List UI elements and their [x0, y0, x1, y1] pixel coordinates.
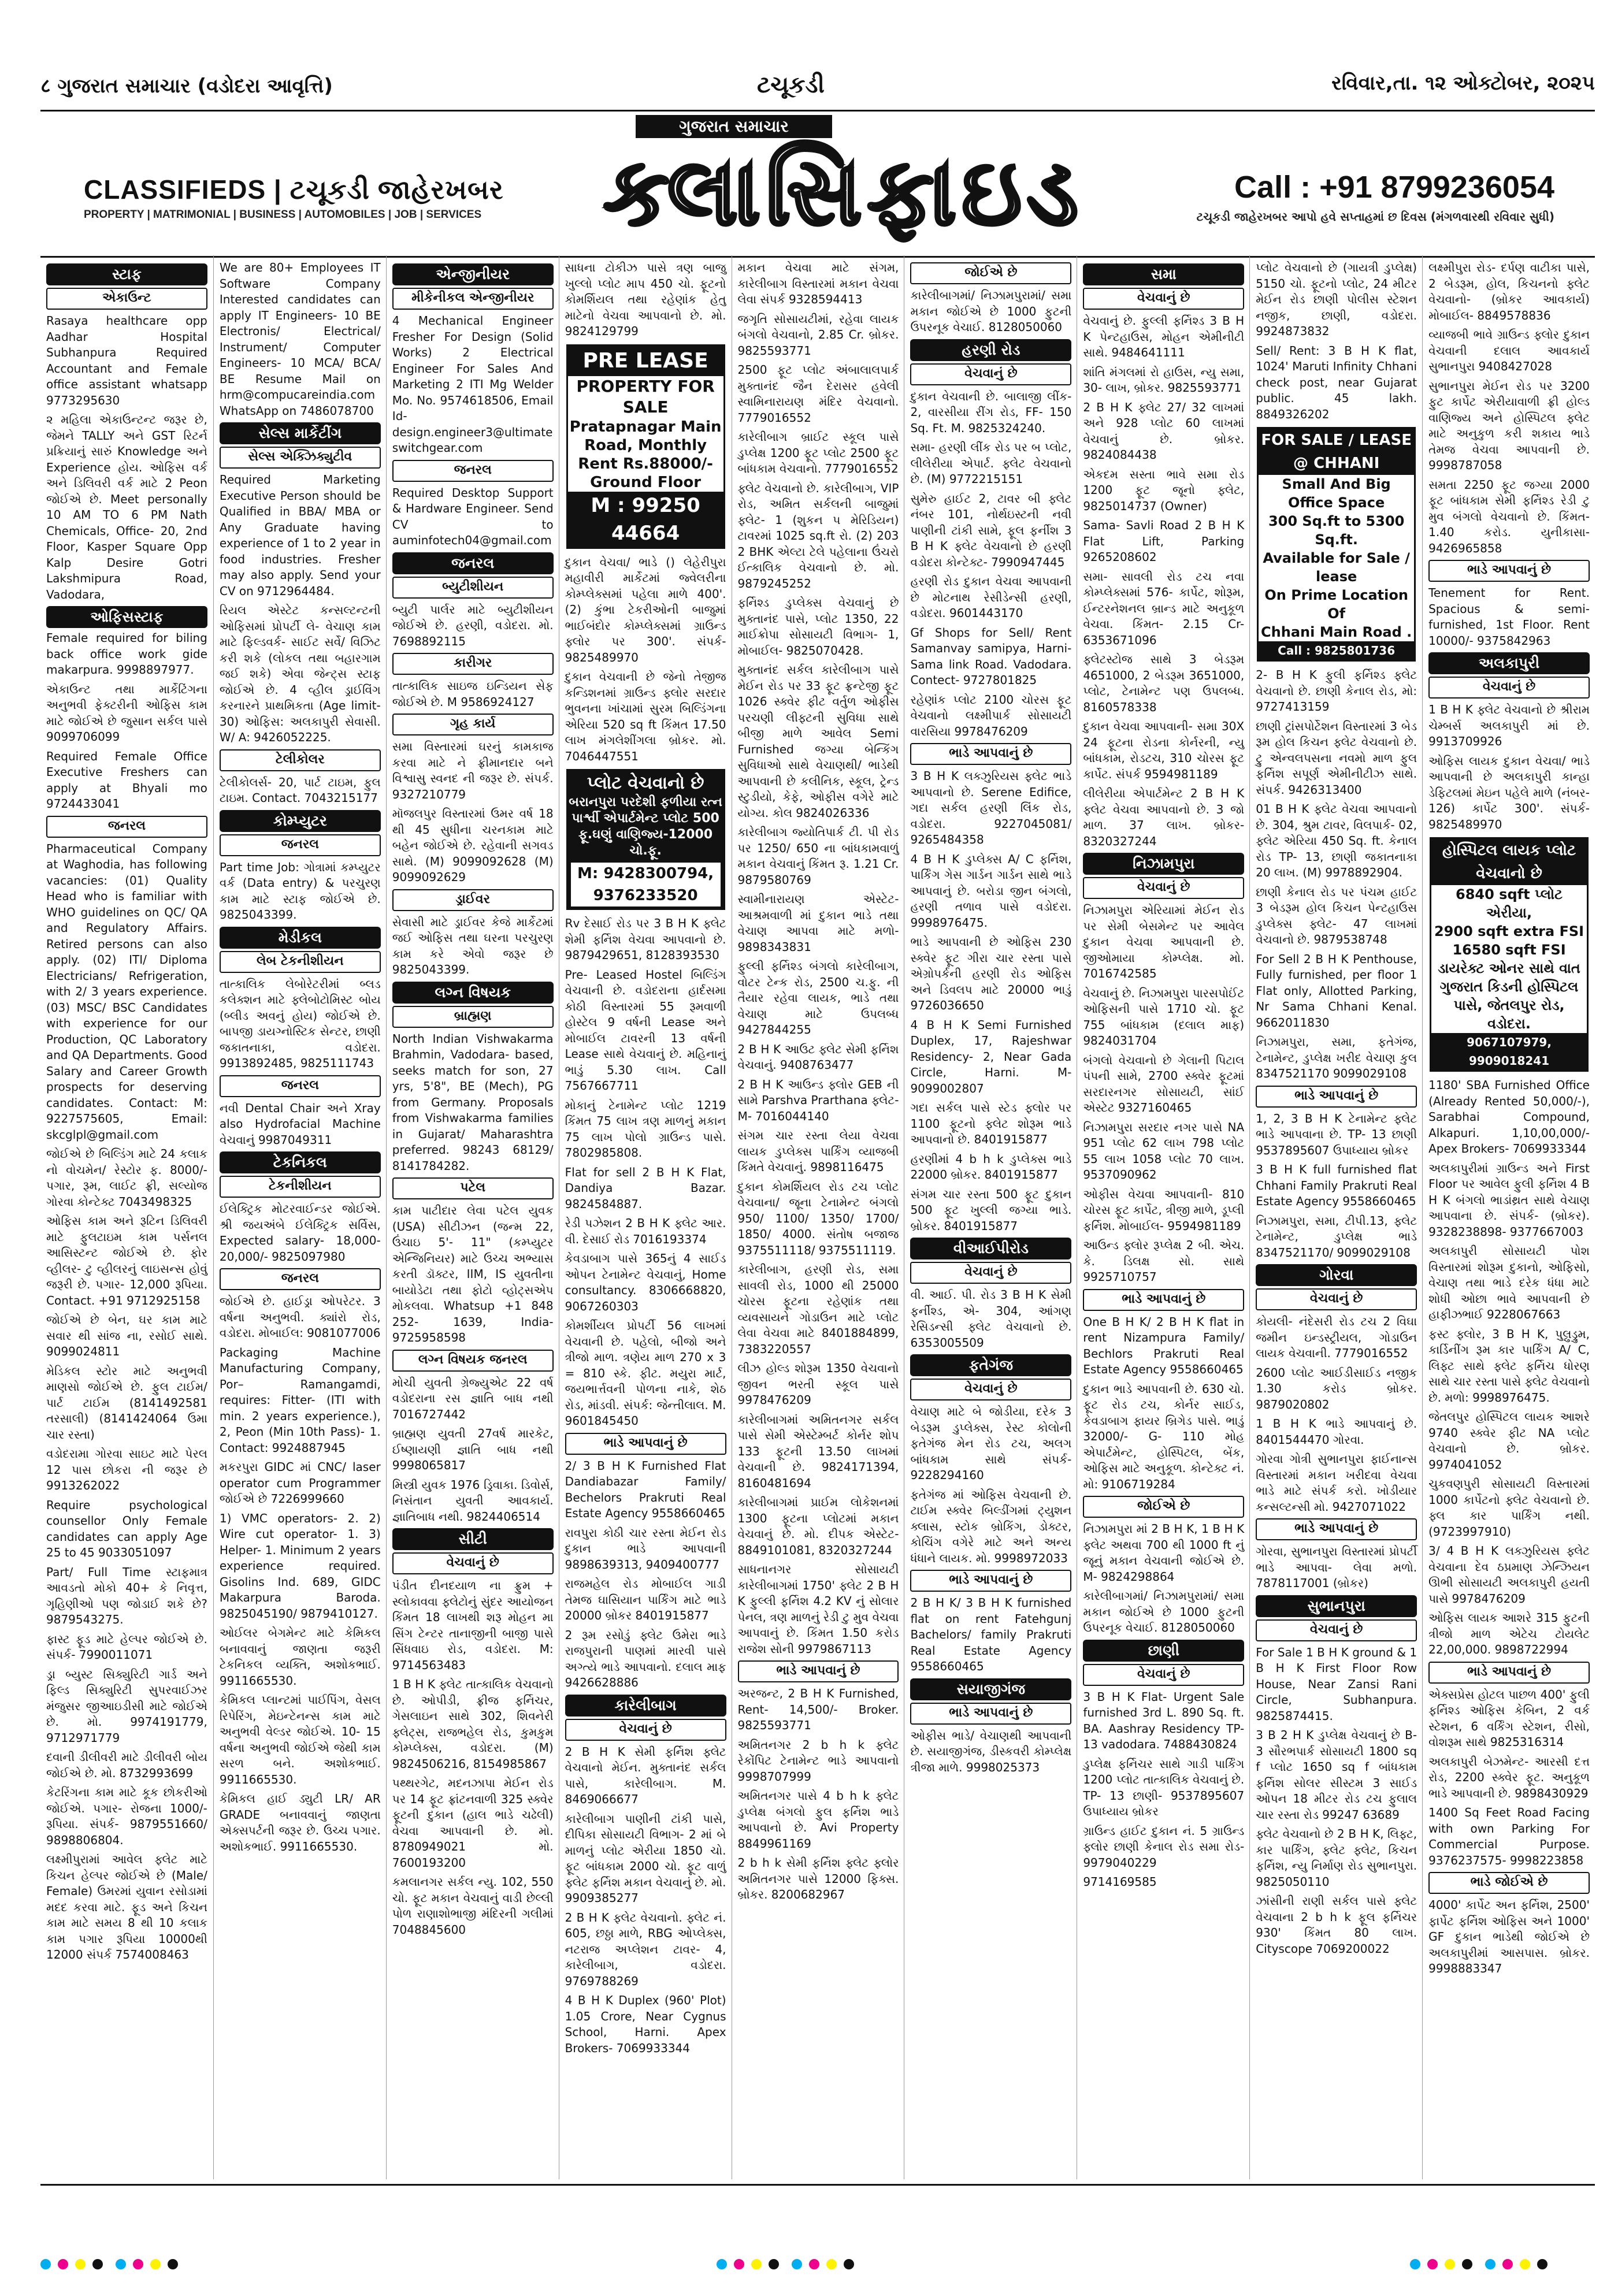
classified-ad: નિઝામપુરા માં 2 B H K, 1 B H K ફ્લેટ અથવા 700 થી 1000 ft નું જૂનું મકાન વેચવાની જોઈએ છે. M- 9824298864: [1083, 1522, 1245, 1584]
newspaper-logo-top: ગુજરાત સમાચાર: [636, 115, 832, 138]
classified-ad: ઓફિસ લાયક આશરે 315 ફુટની ત્રીજો માળ એટેચ ટોયલેટ 22,00,000. 9898722994: [1428, 1611, 1590, 1656]
subsection-heading: વેચવાનું છે: [565, 1719, 726, 1741]
classified-ad: ફ્લેટ વેચવાનો છે 2 B H K, લિફ્ટ, કાર પાર્કિંગ, ફ્લેટ ફ્લેટ, કિચન ફર્નિશ, ન્યુ નિર્માણ રોડ સુભાનપુરા. 9825050110: [1256, 1827, 1417, 1889]
classified-ad: રાજમહેલ રોડ મોબાઈલ ગાડી તેમજ ઘાસિયાન પાર્કિંગ માટે ભાડે 20000 બ્રોકર 8401915877: [565, 1577, 726, 1622]
classified-ad: દુકાન ભાડે આપવાની છે. 630 ચો. ફૂટ રોડ ટચ, કોર્નર સાઈડ, કેવડાબાગ ફાયર બ્રિગેડ પાસે. ભાડું 32000/- G- 110 મોહ એપાર્ટમેન્ટ, હોસ્પિટલ, બેંક, ઓફિસ માટે અનુકૂળ. કોન્ટેક્ટ નં. મો: 9106719284: [1083, 1381, 1245, 1491]
section-heading: હરણી રોડ: [910, 339, 1071, 361]
classified-ad: સમા- સાવલી રોડ ટચ નવા કોમ્પ્લેક્સમાં 576- કાર્પેટ, શોરૂમ, ઈન્ટરનેશનલ બ્રાન્ડ માટે અનુકૂળ વેચવા. કિંમત- 2.15 Cr- 6353671096: [1083, 569, 1245, 647]
classified-ad: સેવાસી માટે ડ્રાઈવર કેજે માર્કેટમાં જઈ ઓફિસ તથા ઘરના પરચુરણ કામ કરે એવો જરૂર છે 9825043399.: [392, 915, 554, 976]
subsection-heading: વેચવાનું છે: [910, 1379, 1071, 1400]
classified-ad: કારેલીબાગ બ્રાઈટ સ્કૂલ પાસે ડુપ્લેક્ષ 1200 ફૂટ પ્લોટ 2500 ફૂટ બાંધકામ વેચવાનો. 7779016552: [737, 430, 899, 475]
display-ad-line: 16580 sqft FSI: [1452, 942, 1566, 958]
section-heading: કારેલીબાગ: [565, 1695, 726, 1717]
subsection-heading: ભાડે આપવાનું છે: [738, 1660, 899, 1682]
classified-ad: ફસ્ટ ફ્લોર, 3 B H K, પુલ્રુડ્રુમ, કાર્ડિનીંગ રૂમ કાર પાર્કિંગ A/ C, લિફ્ટ સાથે ફ્લેટ ફર્નિચ ધોરણ સાથે ચાર રસ્તા પાસે ફ્લેટ વેચવાનો છે. મળો: 9998976475.: [1428, 1327, 1590, 1405]
classified-ad: ફ્લેટસ્ટોજ સાથે 3 બેડરૂમ 4651000, 2 બેડરૂમ 3651000, પ્લોટ, ટેનામેન્ટ પણ ઉપલબ્ધ. 8160578338: [1083, 652, 1245, 714]
subsection-heading: બ્રાહ્મણ: [392, 1006, 554, 1028]
classified-ad: 1400 Sq Feet Road Facing with own Parking For Commercial Purpose. 9376237575- 9998223858: [1428, 1805, 1590, 1867]
footer-rule: [40, 2184, 1595, 2186]
classified-ad: સાધનાનગર સોસાયટી કારેલીબાગમાં 1750' ફ્લેટ 2 B H K ફુલ્લી ફર્નિશ 4.2 KV નું સોલાર પેનલ, ત્રણ માળનું રેડી ટુ મુવ વેચવા આપવાનું છે. કિંમત 1.50 કરોડ રાજેશ સોની 9979867113: [737, 1562, 899, 1656]
classified-ad: ફાસ્ટ ફૂડ માટે હેલ્પર જોઈએ છે. સંપર્ક- 7990011071: [46, 1632, 207, 1662]
section-heading: સેલ્સ માર્કેટીંગ: [220, 422, 381, 444]
classified-ad: કેટરિંગના કામ માટે કૂક છોકરીઓ જોઈએ. પગાર- રોજના 1000/- રૂપિયા. સંપર્ક- 9879551660/ 9898806804.: [46, 1785, 207, 1847]
classified-ad: સંગમ ચાર રસ્તા લેયા વેચવા લાયક ડુપ્લેક્સ પાર્કિંગ વ્યાજબી કિંમતે વેચવાનું. 9898116475: [737, 1128, 899, 1174]
classified-ad: અમિતનગર પાસે 4 b h k ફ્લેટ ડુપ્લેક્ષ બંગલો ફુલ ફર્નિશ ભાડે આપવાનો છે. Avi Property 8849961169: [737, 1789, 899, 1851]
display-ad-phone: Call : 9825801736: [1259, 641, 1414, 660]
display-ad-line: 300 Sq.ft to 5300 Sq.ft.: [1268, 513, 1405, 548]
classified-ad: રેડી પઝેશન 2 B H K ફ્લેટ આર. વી. દેસાઈ રોડ 7016193374: [565, 1216, 726, 1246]
subsection-heading: પટેલ: [392, 1177, 554, 1199]
display-ad-hospital-plot: [1430, 837, 1589, 1072]
classified-ad: સ્વામીનારાયણ એસ્ટેટ- આશ્રમવાળી માં દુકાન ભાડે તથા વેચાણ આપવા માટે મળો- 9898343831: [737, 892, 899, 954]
subsection-heading: જનરલ: [220, 1075, 381, 1097]
classified-ad: વેચવાનું છે. નિઝામપુરા પારસપોઈંટ ઓફિસની પાસે 1710 ચો. ફૂટ 755 બાંધકામ (દલાલ માફ) 9824031704: [1083, 986, 1245, 1047]
classified-ad: ઈલેક્ટ્રિક મોટરવાઈન્ડર જોઈએ. શ્રી જયઅંબે ઈલેક્ટ્રિક સર્વિસ, Expected salary- 18,000- 20,000/- 9825097980: [219, 1202, 381, 1264]
classified-ad: ઝાંસીની રાણી સર્કલ પાસે ફ્લેટ વેચવાના 2 b h k ફૂલ ફર્નિચર 930' કિંમત 80 લાખ. Cityscope 7069200022: [1256, 1894, 1417, 1956]
subsection-heading: મીકેનીકલ એન્જીનીયર: [392, 288, 554, 310]
subsection-heading: ભાડે આપવાનું છે: [910, 1570, 1071, 1592]
section-heading: ફતેગંજ: [910, 1354, 1071, 1376]
classified-ad: Rasaya healthcare opp Aadhar Hospital Subhanpura Required Accountant and Female office assistant whatsapp 9773295630: [46, 314, 207, 407]
subsection-heading: વેચવાનું છે: [1256, 1288, 1417, 1310]
classified-ad: દુકાન વેચવાની છે જેનો તેજીજ કન્ડિશનમાં ગ્રાઉન્ડ ફ્લોર સરદાર ભુવનના ખાંચામાં સુરમ બિલ્ડિંગના એરિયા 520 sq ft કિંમત 17.50 લાખ મંગલેશીંગલા બ્રોકર. મો. 7046447551: [565, 670, 726, 763]
classified-ad: કારેલીબાગમાં અમિતનગર સર્કલ પાસે સેમી એસ્ટેમ્બર્ટ કોર્નર શોપ 133 ફૂટની 13.50 લાખમાં વેચવાની છે. 9824171394, 8160481694: [737, 1412, 899, 1490]
classified-ad: પંડીત દીનદયાળ ના ફ્રુમ + સ્લોકાવવા ફ્લેટોનું સુંદર આયોજન કિંમત 18 લાખથી શરૂ મોહન મા સિંગ ટેન્ટર તાનાજીની બાજી પાસે સિંધવાઇ રોડ, વડોદરા. M: 9714563483: [392, 1578, 554, 1672]
classified-ad: જોઈએ છે બિલ્ડિંગ માટે 24 કલાક નો વોચમેન/ રેસ્ટોર ફ. 8000/- પગાર, રૂમ, લાઈટ ફ્રી, સલ્યોજ ગોરવા કોન્ટેક્ટ 7043498325: [46, 1147, 207, 1209]
classified-ad: નવી Dental Chair અને Xray also Hydrofacial Machine વેચવાનું 9987049311: [219, 1101, 381, 1147]
classified-ad: રહેણાંક પ્લોટ 2100 ચોરસ ફૂટ વેચવાનો લક્ષ્મીપાર્ક સોસાયટી વારસિયા 9978476209: [910, 692, 1072, 738]
classified-ad: Pre- Leased Hostel બિલ્ડિંગ વેચવાની છે. વડોદરાના હાર્દસમા કોઠી વિસ્તારમાં 55 રૂમવાળી હોસ્ટેલ 9 વર્ષની Lease અને મોબાઈલ ટાવરની 13 વર્ષની Lease સાથે વેચવાનું છે. મહિનાનું ભાડું 5.30 લાખ. Call 7567667711: [565, 967, 726, 1093]
classified-ad: પથ્થરગેટ, મદનઝાપા મેઈન રોડ પર 14 ફૂટ ફ્રાંટનવાળી 325 સ્ક્વેર ફૂટની દુકાન (હાલ ભાડે ચઢેલી) વેચવા આપવાની છે. મો. 8780949021 મો. 7600193200: [392, 1776, 554, 1870]
classified-ad: મોકાનું ટેનામેન્ટ પ્લોટ 1219 કિંમત 75 લાખ ત્રણ માળનું મકાન 75 લાખ પોલો ગ્રાઉન્ડ પાસે. 7802985808.: [565, 1098, 726, 1160]
display-ad-phone: 9067107979, 9909018241: [1431, 1033, 1587, 1070]
classified-ad: મકરપુરા GIDC માં CNC/ laser operator cum Programmer જોઈએ છે 7226999660: [219, 1460, 381, 1506]
page-date: રવિવાર,તા. ૧૨ ઓક્ટોબર, ૨૦૨૫: [1331, 72, 1595, 95]
classified-ad: વ્યાજબી ભાવે ગ્રાઉન્ડ ફ્લોર દુકાન વેચવાની દલાલ આવકાર્ય સુભાનપુરા 9408427028: [1428, 328, 1590, 373]
classified-ad: 2/ 3 B H K Furnished Flat Dandiabazar Family/ Bechelors Prakruti Real Estate Agency 9558660465: [565, 1458, 726, 1520]
subsection-heading: વેચવાનું છે: [910, 1262, 1071, 1284]
subsection-heading: જનરલ: [46, 816, 207, 838]
display-ad-title: FOR SALE / LEASE @ CHHANI: [1259, 429, 1414, 475]
column-6: [904, 255, 1077, 2179]
classified-ad: મૉજલપુર વિસ્તારમાં ઉમર વર્ષ 18 થી 45 સુધીના ચરનકામ માટે બહેન જોઈએ છે. રહેવાની સગવડ સાથે. (M) 9099092628 (M) 9099092629: [392, 807, 554, 884]
subsection-heading: વેચવાનું છે: [1256, 1619, 1417, 1641]
classified-ad: We are 80+ Employees IT Software Company Interested candidates can apply IT Engineers- 10 BE Electronis/ Electrical/ Instrument/ Computer Engineers- 10 MCA/ BCA/ BE Resume Mail on hrm@compucareindia.com WhatsApp on 7486078700: [219, 261, 381, 418]
column-5: [732, 255, 905, 2179]
section-heading: સયાજીગંજ: [910, 1678, 1071, 1700]
classified-ad: 3/ 4 B H K લક્ઝુરિયસ ફ્લેટ વેચવાના દેવ ઠપ્રમાણ ઝેન્ઝિયન ઊભી સોસાયટી અલકાપુરી હયતી પાસે 9978476209: [1428, 1544, 1590, 1606]
classifieds-brand: CLASSIFIEDS | ટચૂકડી જાહેરખબર: [84, 174, 504, 205]
section-name: ટચૂકડી: [757, 72, 825, 98]
registration-marks-left: [40, 2259, 260, 2272]
classified-ad: North Indian Vishwakarma Brahmin, Vadodara- based, seeks match for son, 27 yrs, 5'8", BE (Mech), PG from Germany. Proposals from Vishwakarma families in Gujarat/ Maharashtra preferred. 98243 68129/ 8141784282.: [392, 1031, 554, 1173]
classified-ad: રાવપુરા કોઠી ચાર રસ્તા મેઈન રોડ દુકાન ભાડે આપવાની 9898639313, 9409400777: [565, 1525, 726, 1571]
classified-ad: 4000' કાર્પેટ અન ફર્નિશ, 2500' ફાર્પેટ ફર્નિશ ઓફિસ અને 1000' GF દુકાન ભાડેથી જોઈએ છે અલકાપુરીમાં આસપાસ. બ્રોકર. 9998883347: [1428, 1898, 1590, 1975]
classified-ad: પ્લોટ વેચવાનો છે (ગાયત્રી ડુપ્લેક્ષ) 5150 ચો. ફૂટનો પ્લોટ, 24 મીટર મેઈન રોડ છાણી પોલીસ સ્ટેશન નજીક, છાણી, વડોદરા. 9924873832: [1256, 261, 1417, 338]
subsection-heading: બ્યુટીશીયન: [392, 577, 554, 599]
section-heading: નિઝામપુરા: [1083, 853, 1244, 875]
classified-ad: લીલેરીયા એપાર્ટમેન્ટ 2 B H K ફ્લેટ વેચવા આપવાનો છે. 3 જો માળ. 37 લાખ. બ્રોકર- 8320327244: [1083, 786, 1245, 848]
subsection-heading: ભાડે આપવાનું છે: [1256, 1086, 1417, 1108]
display-ad-line: ડાયરેક્ટ ઓનર સાથે વાત: [1438, 960, 1580, 976]
classified-ad: Require psychological counsellor Only Female candidates can apply Age 25 to 45 9033051097: [46, 1498, 207, 1559]
classified-ad: વડોદરામા ગોરવા સાઇટ માટે પેરલ 12 પાસ છોકરા ની જરૂર છે 9913262022: [46, 1447, 207, 1492]
classified-ad: હરણી રોડ દુકાન વેચવા આપવાની છે મોટનાથ રેસીડેન્સી હરણી, વડોદરા. 9601443170: [910, 574, 1072, 620]
classified-ad: મિસ્ત્રી યુવક 1976 ડ્રિવાકા. ડિવોર્સ, નિસંતાન યુવતી આવકાર્ય. જ્ઞાતિબાધ નથી. 9824406514: [392, 1477, 554, 1524]
subsection-heading: લગ્ન વિષયક જનરલ: [392, 1350, 554, 1372]
classified-ad: Sell/ Rent: 3 B H K flat, 1024' Maruti Infinity Chhani check post, near Gujarat public. 45 lakh. 8849326202: [1256, 343, 1417, 421]
subsection-heading: ભાડે આપવાનું છે: [1428, 560, 1590, 582]
call-subtitle: ટચૂકડી જાહેરખબર આપો હવે સપ્તાહમાં છ દિવસ (મંગળવારથી રવિવાર સુધી): [1196, 210, 1554, 224]
classified-ad: 1 B H K ફ્લેટ વેચવાનો છે શ્રીરામ ચેમ્બર્સ અલકાપુરી માં છે. 9913709926: [1428, 703, 1590, 748]
call-number: Call : +91 8799236054: [1234, 170, 1554, 205]
classified-ad: બ્રાહ્મણ યુવતી 27વર્ષ મારકેટ, ઈષ્ણાયણી જ્ઞાતિ બાધ નથી 9998065817: [392, 1426, 554, 1472]
section-heading: ઓફિસસ્ટાફ: [46, 606, 207, 628]
classified-ad: કારેલીબાગમાં પ્રાઈમ લોકેશનમાં 1300 ફૂટના પ્લોટમાં મકાન વેચવાનું છે. મો. દીપક એસ્ટેટ- 8849101081, 8320327244: [737, 1495, 899, 1557]
subsection-heading: ભાડે આપવાનું છે: [1428, 1662, 1590, 1684]
classified-ad: ભાડે આપવાની છે ઓફિસ 230 સ્ક્વેર ફૂટ ગીરા ચાર રસ્તા પાસે એગ્રોપર્કની હરણી રોડ ઓફિસ અને ડિવલપ માટે 20000 ભાડું 9726036650: [910, 935, 1072, 1012]
subsection-heading: વેચવાનું છે: [1083, 877, 1244, 899]
classified-ad: લક્ષ્મીપુરામાં આવેલ ફ્લેટ માટે કિચન હેલ્પર જોઈએ છે (Male/ Female) ઉમરમાં યુવાન રસોડામાં મદદ કરવા માટે. ફૂડ અને કિચન કામ માટે સમય 8 થી 10 કલાક કામ પગાર રૂપિયા 10000થી 12000 સંપર્ક 7574008463: [46, 1852, 207, 1961]
classified-ad: સુમેરુ હાઈટ 2, ટાવર બી ફ્લેટ નંબર 101, નોર્થઇસ્ટની નવી પાણીની ટાંકી સામે, ફૂલ ફર્નીશ 3 B H K ફ્લેટ વેચવાનો છે હરણી વડોદરા કોન્ટેક્ટ- 7990947445: [910, 491, 1072, 569]
classified-ad: લક્ષ્મીપુરા રોડ- દર્પણ વાટીકા પાસે, 2 બેડરૂમ, હોલ, કિચનનો ફ્લેટ વેચવાનો- (બ્રોકર આવકાર્ય) મોબાઈલ- 8849578836: [1428, 261, 1590, 322]
page-number-edition: ८ ગુજરાત સમાચાર (વડોદરા આવૃત્તિ): [40, 75, 333, 98]
classified-ad: જેતલપુર હોસ્પિટલ લાયક આશરે 9740 સ્ક્વેર ફીટ NA પ્લોટ વેચવાનો છે. બ્રોકર. 9974041052: [1428, 1410, 1590, 1472]
subsection-heading: ડ્રાઈવર: [392, 889, 554, 911]
classified-ad: ઓફિસ કામ અને રૂટિન ડિલિવરી માટે ફુલટાઇમ કામ પર્સનલ આસિસ્ટન્ટ જોઈએ છે. ફોર વ્હીલર- ટુ વ્હીલરનું લાઇસન્સ હોવું જરૂરી છે. પગાર- 12,000 રૂપિયા. Contact. +91 9712925158: [46, 1214, 207, 1307]
subsection-heading: જનરલ: [220, 834, 381, 856]
column-7: [1077, 255, 1250, 2179]
classified-ad: મકાન વેચવા માટે સંગમ, કારેલીબાગ વિસ્તારમાં મકાન વેચવા લેવા સંપર્ક 9328594413: [737, 261, 899, 306]
classified-ad: 4 B H K Duplex (960' Plot) 1.05 Crore, Near Cygnus School, Harni. Apex Brokers- 7069933344: [565, 1993, 726, 2055]
classified-ad: છાણી ટ્રાંસપોર્ટેશન વિસ્તારમાં 3 બેડ રૂમ હોલ કિચન ફ્લેટ વેચવાનો છે. ટ્રુ એન્વલપસના નવમો માળ ફુલ ફર્નિશ સપૂર્ણ એમીનીટીઝ સાથે. સંપર્ક. 9426313400: [1256, 719, 1417, 797]
classified-ad: 2- B H K ફુલી ફર્નિશ્ડ ફ્લેટ વેચવાનો છે. છાણી કેનાલ રોડ, મો: 9727413159: [1256, 668, 1417, 714]
subsection-heading: ભાડે આપવાનું છે: [910, 743, 1071, 765]
classified-ad: અલકાપુરી સોસાયટી પોશ વિસ્તારમાં શોરૂમ દુકાનો, ઓફિસો, વેચાણ તથા ભાડે દરેક ધંધા માટે શોધી ઓછા ભાવે આપવાની છે હાફીઝભાઈ 9228067663: [1428, 1244, 1590, 1321]
column-1: [40, 255, 213, 2179]
classified-ad: જગૃતિ સોસાયટીમાં, રહેવા લાયક બંગલો વેચવાનો, 2.85 Cr. બ્રોકર. 9825593771: [737, 311, 899, 358]
classified-ad: કેમિકલ પ્લાન્ટમાં પાઈપિંગ, વેસલ રિપેરિંગ, મેઇન્ટેનન્સ કામ માટે અનુભવી વેલ્ડર જોઈએ. 10- 15 વર્ષના અનુભવી જોઈએ જેથી કામ સરળ બને. અશોકભાઈ. 9911665530.: [219, 1693, 381, 1786]
classified-ad: સમા વિસ્તારમાં ઘરનું કામકાજ કરવા માટે ને ફ્રીમાનદાર બને વિશ્વાસુ સ્વનદ ની જરૂર છે. સંપર્ક. 9327210779: [392, 740, 554, 801]
classified-ad: દુકાન વેચવાની છે. બાલાજી લીંક- 2, વારસીયા રીંગ રોડ, FF- 150 Sq. Ft. M. 9825324240.: [910, 389, 1072, 435]
subsection-heading: ભાડે આપવાનું છે: [1083, 1289, 1244, 1311]
column-2: [213, 255, 387, 2179]
classified-ad: Tenement for Rent. Spacious & semi- furnished, 1st Floor. Rent 10000/- 9375842963: [1428, 586, 1590, 648]
subsection-heading: ભાડે જોઈએ છે: [1428, 1872, 1590, 1894]
classifieds-categories: PROPERTY | MATRIMONIAL | BUSINESS | AUTOMOBILES | JOB | SERVICES: [84, 209, 482, 221]
classified-ad: અરજન્ટ, 2 B H K Furnished, Rent- 14,500/- Broker. 9825593771: [737, 1686, 899, 1732]
classified-ad: ગોરવા ગોત્રી સુભાનપુરા ફાઈનાન્સ વિસ્તારમાં મકાન ખરીદવા વેચવા ભાડે માટે સંપર્ક કરો. ખોડીયાર કન્સલ્ટન્સી મો. 9427071022: [1256, 1452, 1417, 1514]
classified-ad: મુક્તાનંદ સર્કલ કારેલીબાગ પાસે મેઈન રોડ પર 33 ફૂટ ફ્રન્ટેજી ફૂટ 1026 સ્ક્વેર ફીટ વર્તુળ ઓફીસ પરચણી લીફ્ટની સુવિધા સાથે બીજી માળે આવેલ Semi Furnished જગ્યા બેન્કિંગ સુવિધાઓ સાથે વેચાણથી/ ભાડેથી આપવાની છે કલીનિક, સ્કૂલ, ટ્રેન્ડ સ્ટુડીયો, કેફે, ઓફીસ વગેરે માટે યોગ્ય. કોલ 9824026336: [737, 663, 899, 820]
classified-ad: સંગમ ચાર રસ્તા 500 ફૂટ દુકાન 500 ફૂટ ખુલ્લી જગ્યા ભાડે. બ્રોકર. 8401915877: [910, 1187, 1072, 1233]
subsection-heading: એકાઉન્ટ: [46, 288, 207, 310]
subsection-heading: વેચવાનું છે: [910, 363, 1071, 385]
section-heading: ગોરવા: [1256, 1264, 1417, 1286]
classified-ad: 2 B H K આઉટ ફ્લેટ સેમી ફર્નિશ વેચવાનું. 9408763477: [737, 1042, 899, 1072]
subsection-heading: વેચવાનું છે: [1083, 288, 1244, 310]
classified-ad: બંગલો વેચવાનો છે ગેલાની પિટાલ પંપની સામે, 2700 સ્ક્વેર ફૂટમાં સરદારનગર સોસાયટી, સાંઈ એસ્ટેટ 9327160465: [1083, 1053, 1245, 1114]
subsection-heading: ભાડે આપવાનું છે: [910, 1703, 1071, 1725]
classified-ad: 2 B H K આઉન્ડ ફ્લોર GEB ની સામે Parshva Prarthana ફ્લેટ- M- 7016044140: [737, 1077, 899, 1123]
display-ad-line: Available for Sale / lease: [1263, 550, 1410, 585]
classified-ad: 2 B H K/ 3 B H K furnished flat on rent Fatehgunj Bachelors/ family Prakruti Real Estate Agency 9558660465: [910, 1596, 1072, 1673]
display-ad-title: પ્લોટ વેચવાનો છે: [587, 773, 704, 793]
section-heading: ટેકનિકલ: [220, 1151, 381, 1173]
classified-ad: નિઝામપુરા સરદાર નગર પાસે NA 951 પ્લોટ 62 લાખ 798 પ્લોટ 55 લાખ 1058 પ્લોટ 70 લાખ. 9537090962: [1083, 1120, 1245, 1182]
display-ad-line: 2900 sqft extra FSI: [1434, 923, 1584, 939]
section-heading: જનરલ: [392, 552, 554, 574]
classified-ad: દવાની ડીલીવરી માટે ડીલીવરી બોય જોઈએ છે. મો. 8732993699: [46, 1750, 207, 1780]
page-meta: [40, 72, 1595, 106]
classified-ad: 2500 ફૂટ પ્લોટ અંબાલાલપાર્ક મુક્તાનંદ જૈન દેરાસર હવેલી સ્વામિનારાયણ મંદિર વેચવાનો. 7779016552: [737, 363, 899, 425]
display-ad-line: 6840 sqft પ્લોટ એરીયા,: [1456, 886, 1563, 921]
classified-ad: ઓફીસ ભાડે/ વેચાણથી આપવાની છે. સયાજીગંજ, ડીસ્કવરી કોમ્પ્લેક્ષ ત્રીજા માળે. 9998025373: [910, 1728, 1072, 1774]
column-3: [386, 255, 559, 2179]
classified-ad: તાત્કાલિક સાઇજ ઇન્ડિયન સેફ જોઈએ છે. M 9586924127: [392, 679, 554, 709]
classified-ad: ડ્રા બ્યુસ્ટ સિક્યુરિટી ગાર્ડ અને ફિલ્ડ સિક્યુરિટી સુપરવાઈઝર મંજુસર જીઆઇડીસી માટે જોઈએ છે. મો. 9974191779, 9712971779: [46, 1667, 207, 1745]
classified-ad: નિઝામપુરા, સમા, ટીપી.13, ફ્લેટ ટેનામેન્ટ, ડુપ્લેક્ષ ભાડે 8347521170/ 9099029108: [1256, 1213, 1417, 1260]
classified-ad: 3 B 2 H K ડુપ્લેક્ષ વેચવાનું છે B- 3 સૌરભપાર્ક સોસાયટી 1800 sq f પ્લોટ 1650 sq f બાંધકામ ફર્નિશ સોલર સીસ્ટમ 3 સાઈડ ઓપન 18 મીટર રોડ ટચ ફુલાલ ચાર રસ્તા રોડ 99247 63689: [1256, 1728, 1417, 1822]
classified-ad: For Sell 2 B H K Penthouse, Fully furnished, per floor 1 Flat only, Allotted Parking, Nr Sama Chhani Kenal. 9662011830: [1256, 952, 1417, 1030]
classified-ad: કોયલી- નંદેસરી રોડ ટચ 2 વિઘા જમીન ઇન્ડસ્ટ્રીયલ, ગોડાઉન લાયક વેચવાની. 7779016552: [1256, 1314, 1417, 1360]
display-ad-line: Chhani Main Road .: [1261, 624, 1412, 640]
classified-ad: 1, 2, 3 B H K ટેનામેન્ટ ફ્લેટ ભાડે આપવાના છે. TP- 13 છાણી 9537895607 ઉપાધ્યાય બ્રોકર: [1256, 1111, 1417, 1157]
classified-ad: Gf Shops for Sell/ Rent Samanvay samipya, Harni- Sama link Road. Vadodara. Contect- 9727801825: [910, 625, 1072, 687]
classified-ad: તાત્કાલિક લેબોરેટરીમાં બ્લડ કલેક્શન માટે ફ્લેબોટોમિસ્ટ બોય (બ્લીડ અવનું હોય) જોઈએ છે. બાપજી ડાયગ્નોસ્ટિક સેન્ટર, છાણી જકાતનાકા, વડોદરા. 9913892485, 9825111743: [219, 976, 381, 1070]
subsection-heading: ગૃહ કાર્ય: [392, 714, 554, 735]
classified-ad: Part/ Full Time સ્ટાફમાત્ર આવડતો મોકો 40+ કે નિવૃત્ત, ગૃહિણીઓ પણ જોડાઈ શકે છે? 9879543275.: [46, 1565, 207, 1626]
classified-ad: મોચી યુવતી ગ્રેજ્યુએટ 22 વર્ષ વડોદરાના રસ જ્ઞાતિ બાધ નથી 7016727442: [392, 1375, 554, 1421]
classified-ad: 2 B H K ફ્લેટ 27/ 32 લાખમાં અને 928 પ્લોટ 60 લાખમાં વેચવાનું છે. બ્રોકર. 9824084438: [1083, 400, 1245, 462]
classified-ad: કામ પાટીદાર લેવા પટેલ યુવક (USA) સીટીઝન (જન્મ 22, ઉંચાઇ 5'- 11" (કમ્પ્યુટર એન્જિનિયર) માટે ઉચ્ચ અભ્યાસ કરતી ડૉક્ટર, IIM, IS યુવતીના બાયોડેટા તથા ફોટો વ્હોટ્સએપ મોકલવા. Whatsup +1 848 252- 1639, India- 9725958598: [392, 1203, 554, 1344]
section-heading: કોમ્પ્યુટર: [220, 810, 381, 832]
classified-ad: કારેલીબાગ પાણીની ટાંકી પાસે, દીપિકા સોસાયટી વિભાગ- 2 માં બે માળનું પ્લોટ એરીયા 1850 ચો. ફૂટ બાંધકામ 2000 ચો. ફૂટ વાળું ફ્લેટ ફર્નિશ મકાન વેચવાનું છે. મો. 9909385277: [565, 1811, 726, 1905]
classified-ad: છાણી કેનાલ રોડ પર પંચમ હાઈટ 3 બેડરૂમ હોલ કિચન પેન્ટહાઉસ ડુપ્લેક્સ ફ્લેટ- 47 લાખમાં વેચવાનો છે. 9879538748: [1256, 885, 1417, 946]
classified-ad: હરણીમાં 4 b h k ડુપ્લેક્સ ભાડે 22000 બ્રોકર. 8401915877: [910, 1151, 1072, 1182]
section-heading: અલકાપુરી: [1428, 652, 1590, 674]
subsection-heading: વેચવાનું છે: [392, 1552, 554, 1574]
classified-ad: વી. આઈ. પી. રોડ 3 B H K સેમી ફર્નીશ્ડ, એ- 304, આંગણ રેસિડન્સી ફ્લેટ વેચવાનો છે. 6353005509: [910, 1288, 1072, 1350]
classified-ad: 2 b h k સેમી ફર્નિશ ફ્લેટ ફ્લોર અમિતનગર પાસે 12000 ફિક્સ. બ્રોકર. 8200682967: [737, 1856, 899, 1901]
classified-ad: બ્યુટી પાર્લર માટે બ્યુટીશીયન જોઈએ છે. હરણી, વડોદરા. મો. 7698892115: [392, 602, 554, 648]
display-ad-text: બરાનપુરા પરદેશી ફળીયા રત્ન પાર્શ્વી એપાર્ટમેન્ટ પ્લોટ 500 ફૂ.ઘણું વાણિજ્ય-12000 ચો.ફૂ.: [569, 795, 722, 858]
column-4: [559, 255, 732, 2179]
classified-ad: Required Desktop Support & Hardware Engineer. Send CV to auminfotech04@gmail.com: [392, 485, 554, 547]
classified-ad: ઓઈલર બેગમેન્ટ માટે કેમિકલ બનાવવાનું જાણતા જરૂરી ટેકનિકલ વ્યક્તિ, અશોકભાઈ. 9911665530.: [219, 1626, 381, 1688]
classified-ad: અલકાપુરીમાં ગ્રાઉન્ડ અને First Floor પર આવેલ ફુલી ફર્નિશ 4 B H K બંગલો ભાડાંથ્રત સાથે વેચાણ આપવાના છે. સંપર્ક- (બ્રોકર). 9328238898- 9377667003: [1428, 1161, 1590, 1239]
registration-marks-right: [1410, 2259, 1618, 2272]
display-ad-subtitle: વેચવાનો છે: [1431, 862, 1587, 885]
section-heading: મેડીકલ: [220, 927, 381, 949]
classified-ad: એકાઉન્ટ તથા માર્કેટિંગના અનુભવી ફેક્ટરીની ઓફિસ કામ માટે જોઈએ છે જુસાન સર્કલ પાસે 9099706099: [46, 682, 207, 744]
classified-ad: કારેલીબાગ, હરણી રોડ, સમા સાવલી રોડ, 1000 થી 25000 ચોરસ ફૂટના રહેણાંક તથા વ્યવસાયને ગોડાઉન માટે પ્લોટ લેવા વેચવા માટે 8401884899, 7383220557: [737, 1262, 899, 1356]
classified-ad: ફુલ્લી ફર્નિશ્ડ બંગલો કારેલીબાગ, વોટર ટેન્ક રોડ, 2500 ચ.ફુ. ની તૈયાર રહેવા લાયક, ભાડે તથા વેચાણ માટે ઉપલબ્ધ 9427844255: [737, 959, 899, 1036]
section-heading: સીટી: [392, 1528, 554, 1550]
display-ad-title: હોસ્પિટલ લાયક પ્લોટ: [1431, 839, 1587, 862]
classified-ad: ચુકવણપુરી સોસાયટી વિસ્તારમાં 1000 કાર્પેટનો ફ્લેટ વેચવાનો છે. ફ્લ કાર પાર્કિંગ નથી. (9723997910): [1428, 1477, 1590, 1539]
classified-ad: One B H K/ 2 B H K flat in rent Nizampura Family/ Bechlors Prakruti Real Estate Agency 9558660465: [1083, 1314, 1245, 1376]
subsection-heading: લેબ ટેકનીશીયન: [220, 951, 381, 973]
classified-ad: ડુપ્લેક્ષ ફર્નિચર સાથે ગાડી પાર્કિંગ 1200 પ્લોટ તાત્કાલિક વેચવાનું છે. TP- 13 છાણી- 9537895607 ઉપાધ્યાય બ્રોકર: [1083, 1756, 1245, 1818]
classified-ad: 1) VMC operators- 2. 2) Wire cut operator- 1. 3) Helper- 1. Minimum 2 years experience required. Gisolins Ind. 689, GIDC Makarpura Baroda. 9825045190/ 9879410127.: [219, 1511, 381, 1621]
classified-ad: 2 રૂમ રસોડું ફ્લેટ ઉમેરા ભાડે રાજપુરાની પાણમાં મારવી પાસે અગ્ત્યે ભાડે આપવાનો. દલાલ માફ 9426628886: [565, 1628, 726, 1689]
subsection-heading: જોઈએ છે: [1083, 1496, 1244, 1518]
section-heading: વીઆઈપીરોડ: [910, 1238, 1071, 1260]
classified-ad: લીઝ હોલ્ડ શોરૂમ 1350 વેચવાનો જીવન ભરતી સ્કૂલ પાસે 9978476209: [737, 1361, 899, 1407]
section-heading: સુભાનપુરા: [1256, 1595, 1417, 1617]
classified-ad: 9714169585: [1083, 1875, 1157, 1889]
display-ad-line: ગુજરાત કિડની હોસ્પિટલ પાસે, જેતલપુર રોડ, વડોદરા.: [1439, 979, 1579, 1032]
classified-ad: Packaging Machine Manufacturing Company, Por– Ramangamdi, requires: Fitter- (ITI with min. 2 years experience.), 2, Peon (Min 10th Pass)- 1. Contact: 9924887945: [219, 1345, 381, 1455]
display-ad-plot: [566, 769, 725, 910]
column-9: [1422, 255, 1595, 2179]
classified-ad: ફર્નિશ્ડ ડુપ્લેક્સ વેચવાનું છે મુક્તાનંદ પાસે, પ્લોટ 1350, 22 માઈક્રોપા સોસાયટી વિભાગ- 1, મોબાઈલ- 9825070428.: [737, 596, 899, 657]
display-ad-title: PRE LEASE: [568, 346, 723, 376]
classified-ad: કમલાનગર સર્કલ ન્યુ. 102, 550 ચો. ફૂટ મકાન વેચવાનું વાડી છેલ્લી પોળ રાણાશોભાજી મંદિરની ગલીમાં 7048845600: [392, 1875, 554, 1937]
classified-ad: સાધના ટોકીઝ પાસે ત્રણ બાજુ ખુલ્લો પ્લોટ માપ 450 ચો. ફૂટનો કોમર્શિયલ તથા રહેણાંક હેતુ માટેનો વેચવા આપવાનો છે. મો. 9824129799: [565, 261, 726, 338]
classified-ad: રિયલ એસ્ટેટ કન્સલ્ટન્ટની ઓફિસમાં પ્રોપર્ટી લે- વેચાણ કામ માટે ફિલ્ડવર્ક- સાઈટ સર્વે/ વિઝિટ કરી શકે (લોકલ તથા બહારગામ જઈ શકે) એવા જેન્ટ્સ સ્ટાફ જોઈએ છે. 4 વ્હીલ ડ્રાઈવિંગ કરનારને પ્રાથમિકતા (Age limit- 30) ઓફિસ: અલકાપુરી સેવાસી. W/ A: 9426052225.: [219, 603, 381, 744]
classified-ad: 3 B H K Flat- Urgent Sale furnished 3rd L. 890 Sq. ft. BA. Aashray Residency TP- 13 vadodara. 7488430824: [1083, 1689, 1245, 1751]
classified-ad: Rv દેસાઈ રોડ પર 3 B H K ફ્લેટ શેમી ફર્નિશ વેચવા આપવાનો છે. 9879429651, 8128393530: [565, 916, 726, 962]
classified-ad: એકદમ સસ્તા ભાવે સમા રોડ 1200 ફૂટ જૂનો ફ્લેટ, 9825014737 (Owner): [1083, 467, 1245, 513]
classified-ad: જોઈએ છે. હાઈડ્રા ઓપરેટર. 3 વર્ષના અનુભવી. ક્યાંરો રોડ, વડોદરા. મોબાઈલ: 9081077006: [219, 1294, 381, 1340]
classified-ad: 1 B H K ફ્લેટ તાત્કાલિક વેચવાનો છે. ઓપીડી, ફ્રીજ ફર્નિચર, ગેસલાઇન સાથે 302, શિવનેરી ફ્લેટ્સ, રાજભહેલ રોડ, કુમકુમ કોમ્પ્લેક્સ, વડોદરા. (M) 9824506216, 8154985867: [392, 1677, 554, 1771]
subsection-heading: વેચવાનું છે: [1428, 677, 1590, 699]
subsection-heading: ટેકનીશીયન: [220, 1176, 381, 1198]
masthead: [40, 110, 1595, 258]
classified-logo: ક્લાસિફાઇડ: [603, 138, 1084, 246]
display-ad-line: Small And Big Office Space: [1282, 476, 1391, 511]
classified-ad: ટેલીકોલર્સ- 20, પાર્ટ ટાઇમ, ફુલ ટાઇમ. Contact. 7043215177: [219, 775, 381, 805]
classified-ad: 3 B H K full furnished flat Chhani Family Prakruti Real Estate Agency 9558660465: [1256, 1162, 1417, 1208]
subsection-heading: વેચવાનું છે: [1083, 1664, 1244, 1686]
classified-ad: Part time Job: ગોત્રામાં કમ્પ્યુટર વર્ક (Data entry) & પરચુરણ કામ માટે સ્ટાફ જોઈએ છે. 9825043399.: [219, 860, 381, 922]
classified-ad: અમિતનગર 2 b h k ફ્લેટ રેકોંપિટ ટેનામેન્ટ ભાડે આપવાનો 9998707999: [737, 1737, 899, 1784]
section-heading: લગ્ન વિષયક: [392, 982, 554, 1004]
subsection-heading: ભાડે આપવાનું છે: [565, 1433, 726, 1455]
classified-ad: દુકાન વેચવા આપવાની- સમા 30X 24 ફૂટના રોડના કોર્નરની, ન્યુ બાંધકામ, રોડટચ, 310 ચોરસ ફૂટ કાર્પેટ. સંપર્ક 9594981189: [1083, 719, 1245, 781]
classified-columns: [40, 255, 1595, 2179]
classified-ad: સમતા 2250 ફૂટ જગ્યા 2000 ફૂટ બાંધકામ સેમી ફર્નિશ્ડ રેડી ટુ મુવ બંગલો વેચવાનો છે. કિંમત- 1.40 કરોડ. યુનીકાસા- 9426965858: [1428, 477, 1590, 555]
classified-ad: કેવડાબાગ પાસે 365નું 4 સાઈડ ઓપન ટેનામેન્ટ વેચવાનું, Home consultancy. 8306668820, 9067260303: [565, 1251, 726, 1313]
classified-ad: વેચવાનું છે. ફુલ્લી ફર્નિશ્ડ 3 B H K પેન્ટહાઉસ, મોહન એમીનીટી સાથે. 9484641111: [1083, 314, 1245, 359]
classified-ad: ઓફીસ વેચવા આપવાની- 810 ચોરસ ફૂટ કાર્પેટ, ત્રીજી માળે, ડૂપ્લી ફર્નિશ. મોબાઈલ- 9594981189: [1083, 1187, 1245, 1233]
classified-ad: ફ્લેટ વેચવાનો છે. કારેલીબાગ, VIP રોડ, અમિત સર્કલની બાજુમાં ફ્લેટ- 1 (શુકન ૫ મેરિડિયન) ટાવરમાં 1025 sq.ft રો. (2) 203 2 BHK એલ્ટા ટેલે પહેલાના ઉંચરો ઈત્કાલિક વેચવાનો છે. મો. 9879245252: [737, 481, 899, 590]
classified-ad: 2 B H K ફ્લેટ વેચવાનો. ફ્લેટ નં. 605, છઠ્ઠા માળે, RBG ઓપ્લેક્સ, નટરાજ અપ્લેશન ટાવર- 4, કારેલીબાગ, વડોદરા. 9769788269: [565, 1910, 726, 1988]
subsection-heading: જનરલ: [220, 1268, 381, 1290]
classified-ad: વેચાણ માટે બે જોડીયા, દરેક 3 બેડરૂમ ડુપ્લેક્સ, રેસ્ટ કોલોની ફતેગંજ મેન રોડ ટચ, અલગ બાંધકામ સાથે સંપર્ક- 9228294160: [910, 1405, 1072, 1482]
classified-ad: Required Female Office Executive Freshers can apply at Bhyali mo 9724433041: [46, 749, 207, 811]
classified-ad: દુકાન કોમર્શિયલ રોડ ટચ પ્લોટ વેચવાના/ જૂના ટેનામેન્ટ બંગલો 950/ 1100/ 1350/ 1700/ 1850/ 4000. સંતોષ બજાજ 9375511118/ 9375511119.: [737, 1179, 899, 1257]
section-heading: સ્ટાફ: [46, 263, 207, 285]
classified-ad: મેડિકલ સ્ટોર માટે અનુભવી માણસો જોઈએ છે. ફુલ ટાઈમ/ પાર્ટ ટાઈમ (8141492581 તરસાલી) (8141424064 ઉમા ચાર રસ્તા): [46, 1364, 207, 1441]
subsection-heading: ટેલીકોલર: [220, 749, 381, 771]
classified-ad: 2600 પ્લોટ આઈડીસાઈડ નજીક 1.30 કરોડ બ્રોકર. 9879020802: [1256, 1365, 1417, 1411]
classified-ad: કેમિકલ હાઈ ડ્યુટી LR/ AR GRADE બનાવવાનું જાણતા એક્સપર્ટની જરૂર છે. ઉચ્ચ પગાર. અશોકભાઈ. 9911665530.: [219, 1792, 381, 1853]
subsection-heading: ભાડે આપવાનું છે: [1256, 1518, 1417, 1540]
classified-ad: કારેલીબાગમાં/ નિઝામપુરામાં/ સમા મકાન જોઈએ છે 1000 ફુટની ઉપરનૂક વેચાઈ. 8128050060: [1083, 1589, 1245, 1634]
section-heading: એન્જીનીયર: [392, 263, 554, 285]
classified-ad: ગ્રાઉન્ડ હાઈટ દુકાન નં. 5 ગ્રાઉન્ડ ફ્લોર છાણી કેનાલ રોડ સમા રોડ- 9979040229: [1083, 1823, 1245, 1870]
subsection-heading: સેલ્સ એક્ઝિક્યુટીવ: [220, 447, 381, 469]
classified-ad: સમા- હરણી લીંક રોડ પર બ પ્લોટ, લીલેરીયા એપાર્ટ. ફ્લેટ વેચવાનો છે. (M) 9772215151: [910, 440, 1072, 486]
classified-ad: Required Marketing Executive Person should be Qualified in BBA/ MBA or Any Graduate having experience of 1 to 2 year in food industries. Fresher may also apply. Send your CV on 9712964484.: [219, 473, 381, 598]
classified-ad: 4 Mechanical Engineer Fresher For Design (Solid Works) 2 Electrical Engineer For Sales And Marketing 2 ITI Mg Welder Mo. No. 9574618506, Email Id- design.engineer3@ultimate switchgear.com: [392, 314, 554, 455]
classified-ad: ગદા સર્કલ પાસે સ્ટેડ ફ્લોર પર 1100 ફૂટનો ફ્લેટ શોરૂમ ભાડે આપવાનો છે. 8401915877: [910, 1101, 1072, 1146]
classified-ad: આઉન્ડ ફ્લોર રૂપ્લેક્ષ 2 બી. એચ. કે. ડિલક્ષ સો. સાથે 9925710757: [1083, 1238, 1245, 1284]
display-ad-pre-lease: [566, 344, 725, 549]
classified-ad: અલકાપુરી બેઝમેન્ટ- આરસી દત્ત રોડ, 2200 સ્ક્વેર ફૂટ. અનુકૂળ ભાડે આપવાની છે. 9898430929: [1428, 1754, 1590, 1800]
classified-ad: ગોરવા, સુભાનપુરા વિસ્તારમાં પ્રોપર્ટી ભાડે આપવા- લેવા મળો. 7878117001 (બ્રોકર): [1256, 1544, 1417, 1590]
classified-ad: એક્સપ્રેસ હોટલ પાછળ 400' ફુલી ફર્નિશ્ડ ઓફિસ કેબિન, 2 વર્ક સ્ટેશન, 6 વર્કિંગ સ્ટેશન, રીસો, વોશરૂમ સાથે 9825316314: [1428, 1687, 1590, 1749]
classified-ad: કારેલીબાગ જ્યોતિપાર્ક ટી. પી રોડ પર 1250/ 650 ના બાંધકામવાળું મકાન વેચવાનું કિંમત રૂ. 1.21 Cr. 9879580769: [737, 825, 899, 887]
display-ad-text: Pratapnagar Main Road, Monthly Rent Rs.88000/- Ground Floor: [569, 418, 722, 491]
column-8: [1249, 255, 1423, 2179]
classified-ad: Sama- Savli Road 2 B H K Flat Lift, Parking 9265208602: [1083, 518, 1245, 564]
classified-ad: For Sale 1 B H K ground & 1 B H K First Floor Row House, Near Zansi Rani Circle, Subhanpura. 9825874415.: [1256, 1645, 1417, 1723]
classified-ad: 2 B H K સેમી ફર્નિશ ફ્લેટ વેચવાનો મેઈન. મુક્તાનંદ સર્કલ પાસે, કારેલીબાગ. M. 8469066677: [565, 1744, 726, 1806]
subsection-heading: કારીગર: [392, 653, 554, 675]
classified-ad: નિઝામપુરા, સમા, ફતેગંજ, ટેનામેન્ટ, ડુપ્લેક્ષ ખરીદ વેચાણ કુલ 8347521170 9099029108: [1256, 1035, 1417, 1080]
display-ad-subtitle: PROPERTY FOR SALE: [576, 376, 715, 417]
classified-ad: 3 B H K લક્ઝુરિયસ ફ્લેટ ભાડે આપવાનો છે. Serene Edifice, ગદા સર્કલ હરણી લિંક રોડ, વડોદરા. 9227045081/ 9265484358: [910, 769, 1072, 846]
classified-ad: Flat for sell 2 B H K Flat, Dandiya Bazar. 9824584887.: [565, 1165, 726, 1211]
display-ad-chhani: [1257, 427, 1416, 662]
section-heading: સમા: [1083, 263, 1244, 285]
subsection-heading: જનરલ: [392, 460, 554, 482]
classified-ad: 01 B H K ફ્લેટ વેચવા આપવાનો છે. 304, શ્રુમ ટાવર, વિલપાર્ક- 02, ફ્લેટ એરિયા 450 Sq. ft. કેનાલ રોડ TP- 13, છાણી જકાતનાકા 20 લાખ. (M) 9978892904.: [1256, 802, 1417, 879]
classified-ad: જોઈએ છે બેન, ઘર કામ માટે સવાર થી સાંજ ના, રસોઈ સાથે. 9099024811: [46, 1313, 207, 1358]
classified-ad: 4 B H K Semi Furnished Duplex, 17, Rajeshwar Residency- 2, Near Gada Circle, Harni. M- 9099002807: [910, 1017, 1072, 1095]
classified-ad: ફતેગંજ માં ઓફિસ વેચવાની છે. ટાઈમ સ્ક્વેર બિલ્ડીંગમાં ટ્યુશન ક્લાસ, સ્ટોક બ્રોકિંગ, ડોક્ટર, કોચિંગ વગેરે માટે અને અન્ય ધંધાને લાયક. મો. 9998972033: [910, 1487, 1072, 1565]
classified-ad: સુભાનપુરા મેઈન રોડ પર 3200 ફુટ કાર્પેટ એરીયાવાળી ફ્રી હોલ્ડ વાણિજ્ય અને હોસ્પિટલ ફ્લેટ માટે અનુકુળ કરી શકાય ભાડે તેમજ વેચવા આપવાની છે. 9998787058: [1428, 378, 1590, 472]
registration-marks-center: [717, 2259, 936, 2272]
subsection-heading: જોઈએ છે: [910, 262, 1071, 284]
classified-ad: 4 B H K ડુપ્લેક્સ A/ C ફર્નિશ, પાર્કિંગ ગેસ ગાર્ડન ગાર્ડન સાથે ભાડે આપવાનું છે. બરોડા જીન બંગલો, હરણી તળાવ પાસે વડોદરા. 9998976475.: [910, 852, 1072, 930]
classified-ad: 1 B H K ભાડે આપવાનું છે. 8401544470 ગોરવા.: [1256, 1417, 1417, 1447]
display-ad-line: On Prime Location Of: [1264, 587, 1408, 622]
display-ad-phone: M: 9428300794, 9376233520: [571, 863, 721, 906]
classified-ad: દુકાન વેચવા/ ભાડે () લેહેરીપુરા મહાવીરી માર્કેટમાં જ્વેલરીના કોમ્પ્લેક્સમાં પહેલા માળે 400'. (2) કુંભા ટેકરીઓની બાજુમાં ભાઈબંદોર કોમ્પ્લેક્સમાં ગ્રાઉન્ડ ફ્લોર પર 300'. સંપર્ક- 9825489970: [565, 555, 726, 664]
classified-ad: Female required for biling back office work gide makarpura. 9998897977.: [46, 631, 207, 677]
display-ad-phone: M : 99250 44664: [568, 492, 723, 547]
classified-ad: શાંતિ મંગલમાં રો હાઉસ, ન્યુ સમા, 30- લાખ, બ્રોકર. 9825593771: [1083, 365, 1245, 395]
classified-ad: કોમર્શીયલ પ્રોપર્ટી 56 લાખમાં વેચવાની છે. પહેલો, બીજો અને ત્રીજો માળ. ત્રણેય માળ 270 x 3 = 810 સ્કે. ફીટ. મયુરા માર્ટ, જયભાર્ત્તવની પોળના નાકે, શેઠ રોડ, માંડવી. સંપર્ક: જેન્તીલાલ. M. 9601845450: [565, 1318, 726, 1428]
classified-ad: નિઝામપુરા એરિયામાં મેઈન રોડ પર સેમી બેસમેન્ટ પર આવેલ દુકાન વેચવા આપવાની છે. જીઓમાયા કોમ્પ્લેક્ષ. મો. 7016742585: [1083, 903, 1245, 980]
classified-ad: Pharmaceutical Company at Waghodia, has following vacancies: (01) Quality Head who is familiar with WHO guidelines on QC/ QA and Regulatory Affairs. Retired persons can also apply. (02) ITI/ Diploma Electricians/ Refrigeration, with 2/ 3 years experience. (03) MSC/ BSC Candidates with experience for our Production, QC Laboratory and QA Departments. Good Salary and Career Growth prospects for deserving candidates. Contact: M: 9227575605, Email: skcglpl@gmail.com: [46, 841, 207, 1142]
section-heading: છાણી: [1083, 1640, 1244, 1662]
classified-ad: 1180' SBA Furnished Office (Already Rented 50,000/-), Sarabhai Compound, Alkapuri. 1,10,00,000/- Apex Brokers- 7069933344: [1428, 1078, 1590, 1156]
classified-ad: ઓફિસ લાયક દુકાન વેચવા/ ભાડે આપવાની છે અલકાપુરી કાન્હા ડેફિટલમાં મેઇન પહેલે માળે (નંબર- 126) કાર્પેટ 300'. સંપર્ક- 9825489970: [1428, 753, 1590, 831]
classified-ad: ૨ મહિલા એકાઉન્ટન્ટ જરૂર છે, જેમને TALLY અને GST રિટર્ન પ્રક્રિયાનું સારું Knowledge અને Experience હોય. ઓફિસ વર્ક અને ડિલિવરી વર્ક માટે 2 Peon જોઈએ છે. Meet personally 10 AM TO 6 PM Nath Chemicals, Office- 20, 2nd Floor, Kasper Square Opp Kalp Desire Gotri Lakshmipura Road, Vadodara,: [46, 413, 207, 601]
classified-ad: કારેલીબાગમાં/ નિઝામપુરામાં/ સમા મકાન જોઈએ છે 1000 ફુટની ઉપરનૂક વેચાઈ. 8128050060: [910, 288, 1072, 334]
